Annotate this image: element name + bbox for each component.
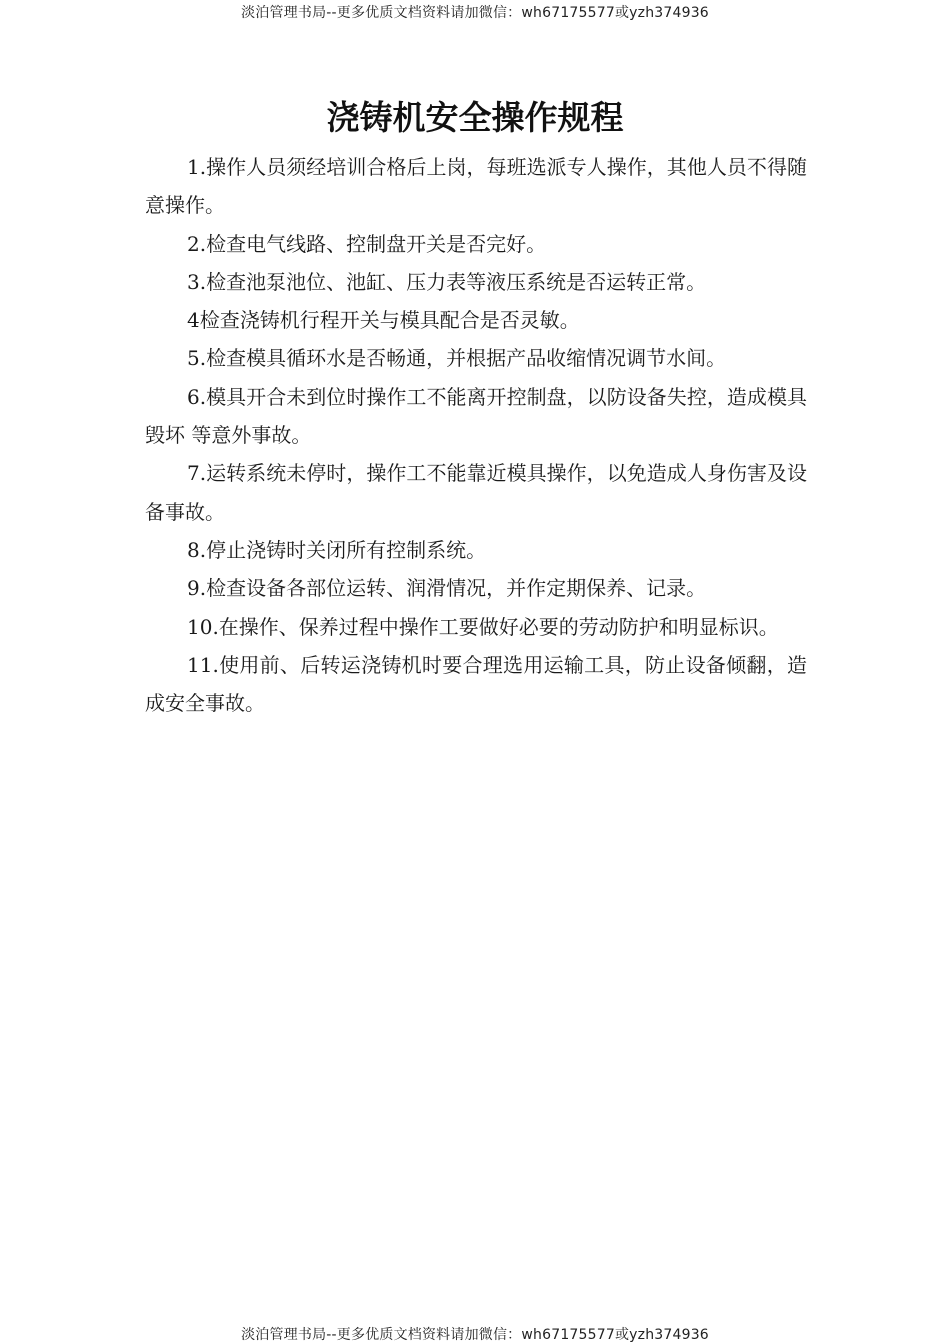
document-body — [145, 148, 807, 722]
paragraph-4: 4检查浇铸机行程开关与模具配合是否灵敏。 — [187, 308, 580, 333]
paragraph-9: 9.检查设备各部位运转、润滑情况，并作定期保养、记录。 — [187, 576, 707, 601]
paragraph-1: 1.操作人员须经培训合格后上岗，每班选派专人操作，其他人员不得随意操作。 — [145, 155, 807, 218]
paragraph-10: 10.在操作、保养过程中操作工要做好必要的劳动防护和明显标识。 — [187, 614, 779, 639]
paragraph-7: 7.运转系统未停时，操作工不能靠近模具操作，以免造成人身伤害及设备事故。 — [145, 461, 807, 524]
paragraph-11: 11.使用前、后转运浇铸机时要合理选用运输工具，防止设备倾翻，造成安全事故。 — [145, 652, 807, 716]
paragraph-2: 2.检查电气线路、控制盘开关是否完好。 — [187, 231, 547, 256]
paragraph-8: 8.停止浇铸时关闭所有控制系统。 — [187, 537, 487, 562]
document-title: 浇铸机安全操作规程 — [326, 98, 624, 137]
page-header: 淡泊管理书局--更多优质文档资料请加微信：wh67175577或yzh374936 — [241, 5, 709, 21]
paragraph-5: 5.检查模具循环水是否畅通，并根据产品收缩情况调节水间。 — [187, 346, 727, 371]
paragraph-3: 3.检查池泵池位、池缸、压力表等液压系统是否运转正常。 — [187, 269, 707, 294]
paragraph-6: 6.模具开合未到位时操作工不能离开控制盘，以防设备失控，造成模具毁坏 等意外事故。 — [145, 384, 807, 448]
page-footer: 淡泊管理书局--更多优质文档资料请加微信：wh67175577或yzh374936 — [241, 1327, 709, 1343]
